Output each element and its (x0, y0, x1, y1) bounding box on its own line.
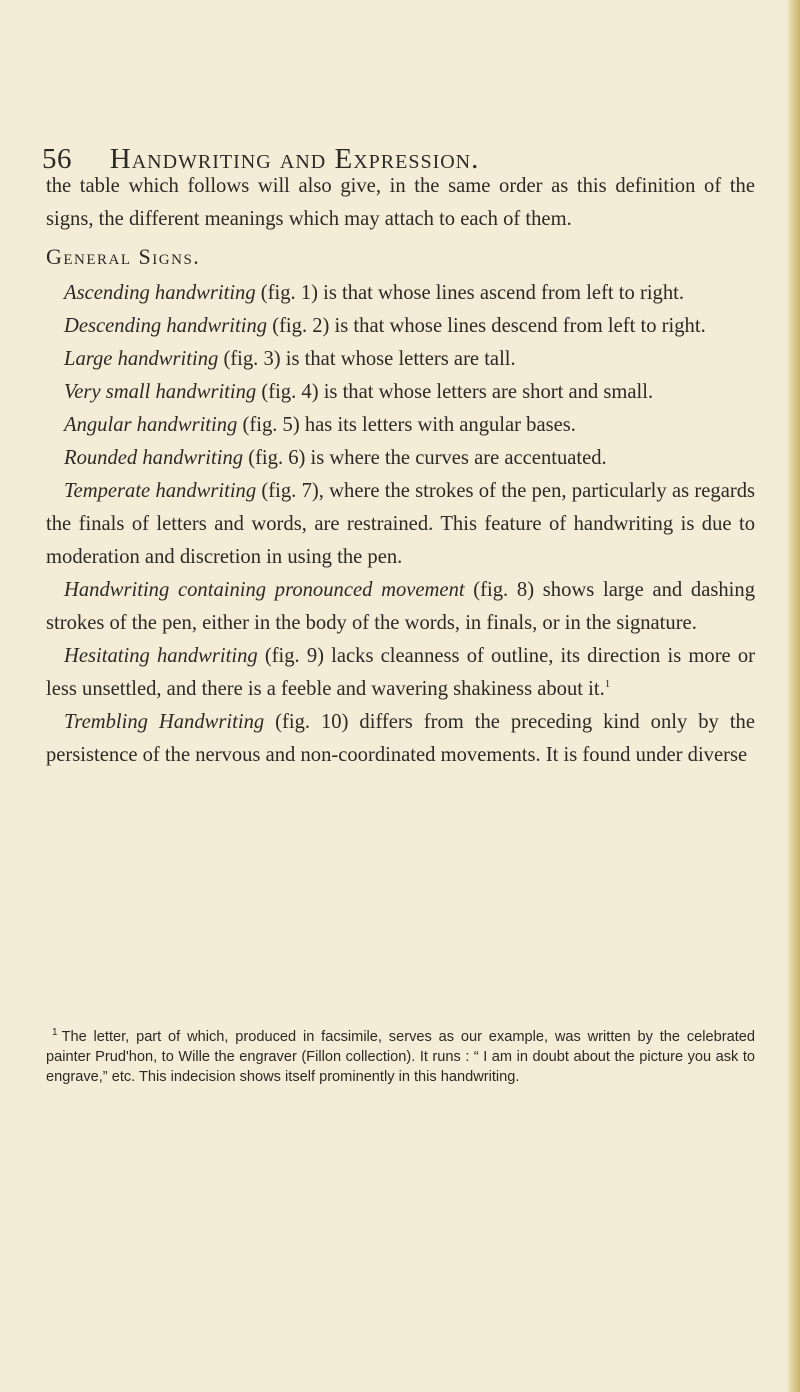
entry-term: Large handwriting (64, 348, 219, 370)
page-edge (786, 0, 800, 1392)
entry-term: Hesitating handwriting (64, 645, 258, 667)
entry-trembling (46, 706, 755, 772)
entry-text: (fig. 7), where the strokes of the pen, particularly as regards the finals of letters and words, are restrained. This feature of handwriting is due to moderation and discretion in using the pen. (46, 480, 756, 568)
entry-text: (fig. 5) has its letters with angular bases. (237, 414, 576, 436)
footnote-reference: 1 (604, 678, 611, 691)
entry-term: Temperate handwriting (64, 480, 257, 502)
entry-text: (fig. 10) differs from the preceding kind only by the persistence of the nervous and non-coordinated movements. It is found under diverse (46, 711, 755, 766)
entry-rounded (46, 442, 755, 475)
footnote-text: The letter, part of which, produced in facsimile, serves as our example, was written by the celebrated painter Prud'hon, to Wille the engraver (Fillon collection). It runs : “ I am in doubt about the picture you ask to engrave,” etc. This indecision shows itself prominently in this handwriting. (46, 1028, 755, 1085)
intro-paragraph: the table which follows will also give, in the same order as this definition of the signs, the different meanings which may attach to each of them. (46, 175, 755, 230)
entry-angular (46, 409, 755, 442)
entry-term: Descending handwriting (64, 315, 268, 337)
entry-text: (fig. 3) is that whose letters are tall. (218, 348, 516, 370)
entry-text: (fig. 6) is where the curves are accentuated. (243, 447, 607, 469)
entry-term: Ascending handwriting (64, 282, 256, 304)
entry-hesitating (46, 640, 755, 706)
entry-large (46, 343, 755, 376)
page-number: 56 (42, 143, 72, 175)
page-body (46, 170, 755, 772)
entry-term: Trembling Handwriting (64, 711, 265, 733)
entry-ascending (46, 277, 755, 310)
entry-term: Very small handwriting (64, 381, 257, 403)
section-heading: General Signs. (46, 244, 201, 269)
running-title: Handwriting and Expression. (109, 143, 480, 175)
entry-text: (fig. 2) is that whose lines descend from left to right. (267, 315, 706, 337)
entry-temperate (46, 475, 755, 574)
entry-text: (fig. 4) is that whose letters are short and small. (256, 381, 654, 403)
entry-very-small (46, 376, 755, 409)
entry-term: Rounded handwriting (64, 447, 244, 469)
entry-pronounced-movement (46, 574, 755, 640)
entry-text: (fig. 8) shows large and dashing strokes of the pen, either in the body of the words, in finals, or in the signature. (46, 579, 755, 634)
footnote (46, 1023, 755, 1087)
entry-text: (fig. 9) lacks cleanness of outline, its direction is more or less unsettled, and there is a feeble and wavering shakiness about it. (46, 645, 756, 700)
footnote-mark: 1 (52, 1027, 58, 1038)
entry-term: Angular handwriting (64, 414, 238, 436)
entry-descending (46, 310, 755, 343)
entry-text: (fig. 1) is that whose lines ascend from left to right. (255, 282, 685, 304)
entry-term: Handwriting containing pronounced movement (64, 579, 465, 601)
